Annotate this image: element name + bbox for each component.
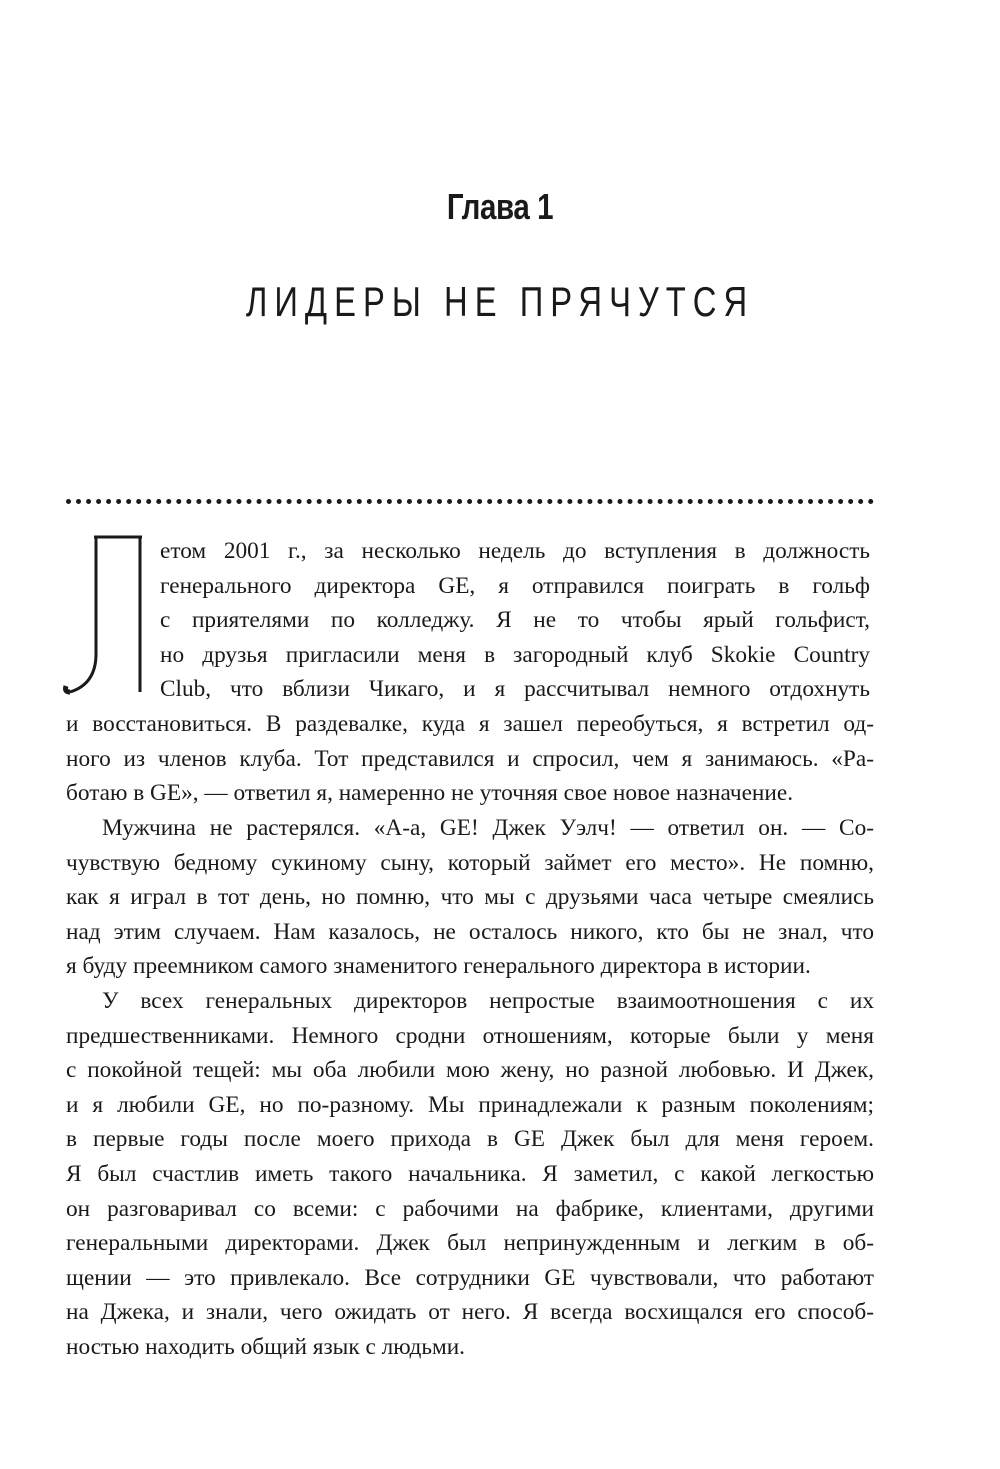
dropcap bbox=[62, 534, 152, 696]
text-line: Club, что вблизи Чикаго, и я рассчитывал немного отдохнуть bbox=[160, 676, 870, 703]
text-line: Я был счастлив иметь такого начальника. Я заметил, с какой легкостью bbox=[66, 1160, 874, 1187]
text-line: генеральными директорами. Джек был непринужденным и легким в об- bbox=[66, 1230, 874, 1257]
chapter-label: Глава 1 bbox=[446, 186, 554, 227]
text-line: Мужчина не растерялся. «А-а, GE! Джек Уэлч! — ответил он. — Со- bbox=[102, 815, 874, 841]
paragraph-1-continued bbox=[66, 707, 874, 811]
text-line: етом 2001 г., за несколько недель до вступления в должность bbox=[160, 538, 870, 564]
paragraph-1-opening bbox=[160, 534, 870, 707]
text-line: и я любили GE, но по-разному. Мы принадлежали к разным поколениям; bbox=[66, 1091, 874, 1118]
paragraph-3 bbox=[66, 984, 874, 1365]
text-line: он разговаривал со всеми: с рабочими на фабрике, клиентами, другими bbox=[66, 1195, 874, 1222]
text-line: и восстановиться. В раздевалке, куда я зашел переобуться, я встретил од- bbox=[66, 711, 874, 737]
text-line: чувствую бедному сукиному сыну, который займет его место». Не помню, bbox=[66, 849, 874, 876]
text-line: с покойной тещей: мы оба любили мою жену, но разной любовью. И Джек, bbox=[66, 1057, 874, 1084]
text-line: как я играл в тот день, но помню, что мы с друзьями часа четыре смеялись bbox=[66, 884, 874, 911]
text-line: ностью находить общий язык с людьми. bbox=[66, 1333, 466, 1360]
text-line: над этим случаем. Нам казалось, не осталось никого, кто бы не знал, что bbox=[66, 918, 874, 945]
chapter-title: ЛИДЕРЫ НЕ ПРЯЧУТСЯ bbox=[245, 278, 755, 325]
paragraph-2 bbox=[66, 811, 874, 984]
dotted-divider bbox=[66, 499, 874, 504]
text-line: я буду преемником самого знаменитого генерального директора в истории. bbox=[66, 953, 811, 980]
text-line: с приятелями по колледжу. Я не то чтобы ярый гольфист, bbox=[160, 607, 870, 634]
text-line: предшественниками. Немного сродни отношениям, которые были у меня bbox=[66, 1022, 874, 1049]
text-line: но друзья пригласили меня в загородный клуб Skokie Country bbox=[160, 641, 870, 668]
text-line: У всех генеральных директоров непростые взаимоотношения с их bbox=[102, 988, 874, 1014]
text-line: в первые годы после моего прихода в GE Джек был для меня героем. bbox=[66, 1126, 874, 1153]
text-line: генерального директора GE, я отправился поиграть в гольф bbox=[160, 572, 870, 599]
text-line: щении — это привлекало. Все сотрудники GE чувствовали, что работают bbox=[66, 1264, 874, 1291]
text-line: ботаю в GE», — ответил я, намеренно не уточняя свое новое назначение. bbox=[66, 780, 794, 807]
text-line: на Джека, и знали, чего ожидать от него. Я всегда восхищался его способ- bbox=[66, 1299, 874, 1326]
text-line: ного из членов клуба. Тот представился и спросил, чем я занимаюсь. «Ра- bbox=[66, 745, 874, 772]
